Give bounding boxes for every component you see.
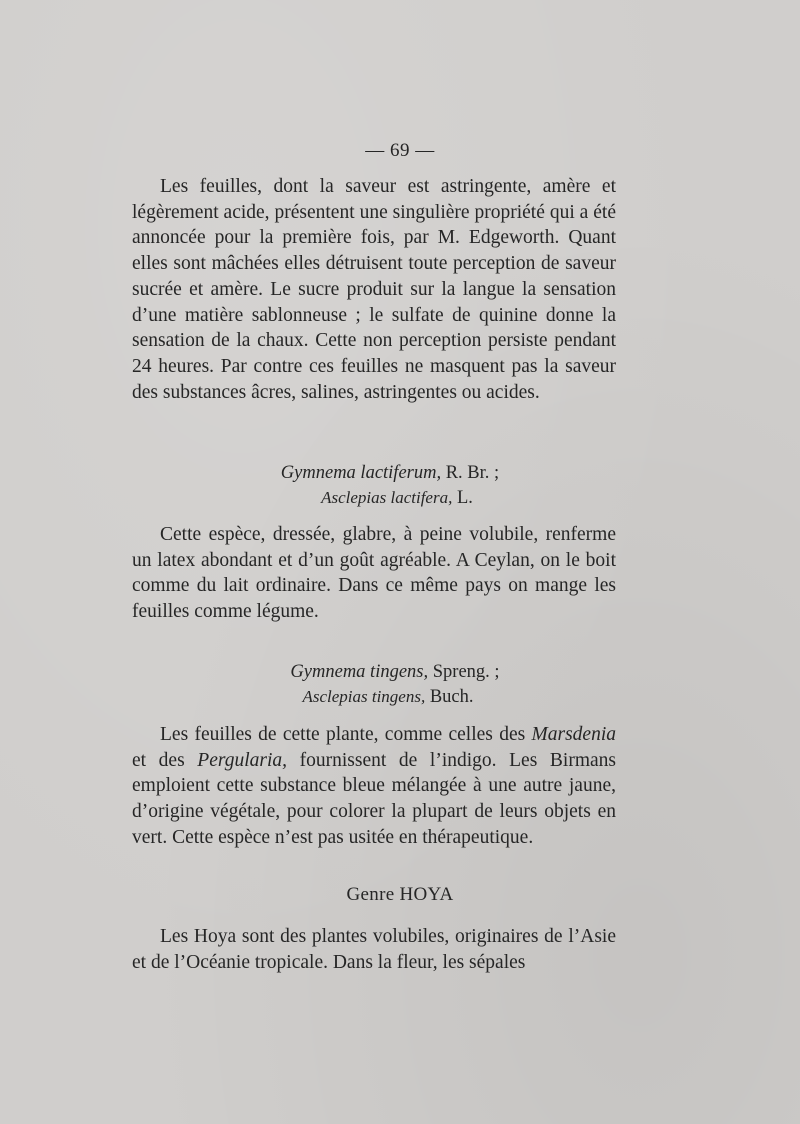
paragraph-text: Les feuilles, dont la saveur est astringente, amère et légèrement acide, présentent une singulière propriété qui a été annoncée pour la première fois, par M. Edgeworth. Quant elles sont mâchées elles détruisent toute perception de saveur sucrée et amère. Le sucre produit sur la langue la sensation d’une matière sablonneuse ; le sulfate de quinine donne la sensation de la chaux. Cette non perception persiste pendant 24 heures. Par contre ces feuilles ne masquent pas la saveur des substances âcres, salines, astringentes ou acides. <box>132 176 616 403</box>
paragraph-indigo <box>132 722 616 851</box>
page-number: — 69 — <box>365 140 435 161</box>
genus-pergularia: Pergularia, <box>197 749 288 771</box>
paragraph-text: Les Hoya sont des plantes volubiles, originaires de l’Asie et de l’Océanie tropicale. Dans la fleur, les sépales <box>132 926 616 973</box>
species-synonym-asclepias-lactifera <box>0 486 797 510</box>
paragraph-text: Cette espèce, dressée, glabre, à peine volubile, renferme un latex abondant et d’un goût agréable. A Ceylan, on le boit comme du lait ordinaire. Dans ce même pays on mange les feuilles comme légume. <box>132 524 616 623</box>
species-heading-gymnema-tingens <box>0 660 795 684</box>
paragraph-hoya <box>132 924 616 975</box>
species-synonym-asclepias-tingens <box>0 685 788 709</box>
paragraph-text-part: Les feuilles de cette plante, comme celles des <box>160 724 532 745</box>
synonym-name: Asclepias tingens, <box>302 687 426 706</box>
paragraph-feuilles-saveur <box>132 174 616 405</box>
section-heading-genre-hoya: Genre HOYA <box>346 884 454 905</box>
synonym-author: L. <box>456 488 473 508</box>
synonym-author: Buch. <box>429 687 474 707</box>
species-author: R. Br. ; <box>445 463 500 483</box>
genus-marsdenia: Marsdenia <box>531 724 616 745</box>
synonym-name: Asclepias lactifera, <box>321 488 453 507</box>
species-name: Gymnema lactiferum, <box>280 463 442 483</box>
paragraph-text-part: et des <box>132 749 198 771</box>
species-name: Gymnema tingens, <box>290 662 429 682</box>
species-heading-gymnema-lactiferum <box>0 461 790 485</box>
species-author: Spreng. ; <box>432 662 500 682</box>
paragraph-text-part: fournissent de l’indigo. Les Birmans emploient cette substance bleue mélangée à une autre jaune, d’origine végétale, pour colorer la plupart de leurs objets en vert. Cette espèce n’est pas usitée en thérapeutique. <box>132 749 616 848</box>
paragraph-espece-latex <box>132 522 616 625</box>
